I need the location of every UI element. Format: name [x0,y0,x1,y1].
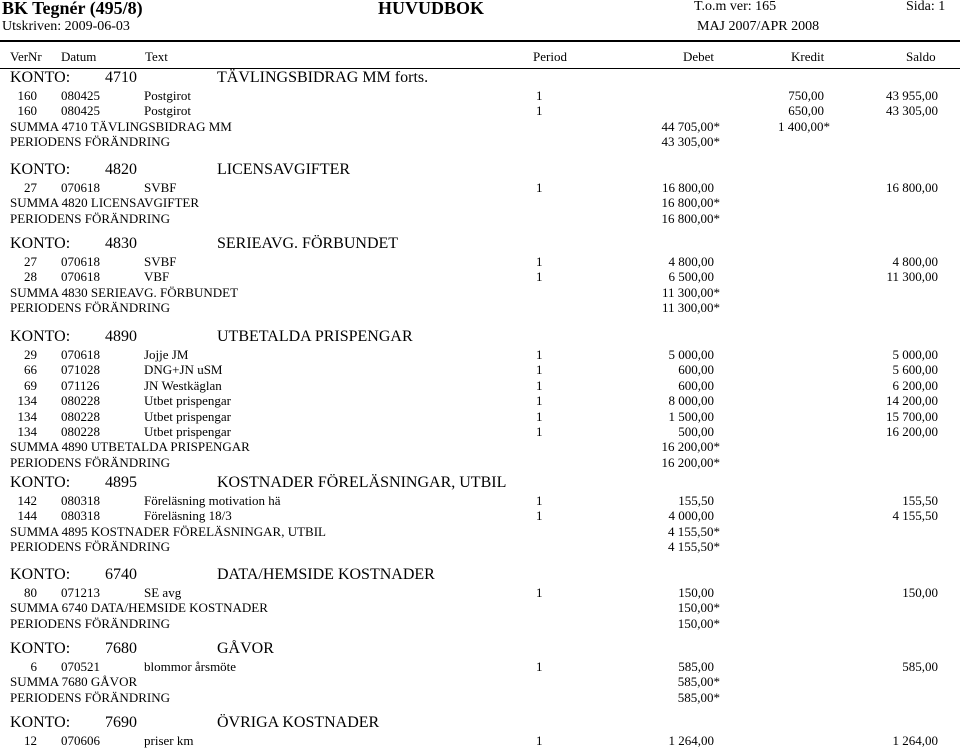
header-rule [0,40,960,42]
report-period: MAJ 2007/APR 2008 [697,19,820,34]
row-period: 1 [536,659,543,674]
konto-name: LICENSAVGIFTER [217,161,351,178]
row-saldo: 16 200,00 [886,424,938,439]
col-kredit: Kredit [791,49,825,64]
konto-name: SERIEAVG. FÖRBUNDET [217,235,399,252]
konto-number: 7690 [105,714,137,731]
row-saldo: 4 155,50 [892,508,938,524]
konto-label: KONTO: [10,328,71,345]
row-period: 1 [536,393,543,409]
row-vernr: 134 [17,408,37,424]
summa-debet: 4 155,50* [668,523,720,539]
row-debet: 1 500,00 [668,408,714,424]
row-debet: 500,00 [678,424,714,439]
row-datum: 070618 [61,254,100,269]
row-period: 1 [536,180,543,195]
row-datum: 080228 [61,408,100,424]
row-debet: 5 000,00 [668,347,714,362]
konto-label: KONTO: [10,161,71,178]
printed-date: Utskriven: 2009-06-03 [2,19,130,34]
row-saldo: 43 305,00 [886,103,938,119]
periodens-debet: 4 155,50* [668,539,720,555]
row-vernr: 142 [17,493,37,508]
row-text: SE avg [144,585,182,600]
summa-text: SUMMA 4710 TÄVLINGSBIDRAG MM [10,118,232,134]
row-saldo: 5 600,00 [892,362,938,378]
row-vernr: 29 [24,347,37,362]
row-period: 1 [536,585,543,600]
summa-debet: 150,00* [677,600,720,616]
col-vernr: VerNr [10,49,42,64]
row-datum: 080318 [61,508,100,524]
summa-kredit: 1 400,00* [778,118,830,134]
konto-name: ÖVRIGA KOSTNADER [217,714,380,731]
konto-number: 4710 [105,69,137,86]
row-period: 1 [536,254,543,269]
row-text: Föreläsning motivation hä [144,493,281,508]
summa-text: SUMMA 7680 GÅVOR [10,674,138,690]
row-saldo: 150,00 [902,585,938,600]
row-text: Postgirot [144,88,191,103]
row-vernr: 27 [24,254,37,269]
konto-name: GÅVOR [217,640,274,657]
page-number: Sida: 1 [906,0,946,14]
row-vernr: 160 [17,88,37,103]
konto-name: KOSTNADER FÖRELÄSNINGAR, UTBIL [217,474,507,491]
konto-number: 6740 [105,566,137,583]
row-debet: 4 000,00 [668,508,714,524]
row-period: 1 [536,103,543,119]
konto-label: KONTO: [10,69,71,86]
row-saldo: 43 955,00 [886,88,938,103]
summa-text: SUMMA 4820 LICENSAVGIFTER [10,195,200,211]
konto-label: KONTO: [10,235,71,252]
row-vernr: 160 [17,103,37,119]
row-text: JN Westkäglan [144,377,222,393]
row-vernr: 69 [24,377,37,393]
book-title: HUVUDBOK [378,0,485,18]
row-debet: 8 000,00 [668,393,714,409]
periodens-text: PERIODENS FÖRÄNDRING [10,454,170,470]
periodens-text: PERIODENS FÖRÄNDRING [10,539,170,555]
row-debet: 585,00 [678,659,714,674]
summa-debet: 11 300,00* [661,284,720,300]
summa-text: SUMMA 4890 UTBETALDA PRISPENGAR [10,439,250,455]
konto-name: UTBETALDA PRISPENGAR [217,328,413,345]
summa-debet: 44 705,00* [661,118,720,134]
row-vernr: 144 [17,508,37,524]
row-text: Postgirot [144,103,191,119]
summa-text: SUMMA 6740 DATA/HEMSIDE KOSTNADER [10,600,268,616]
periodens-text: PERIODENS FÖRÄNDRING [10,134,170,150]
row-text: Utbet prispengar [144,424,232,439]
row-saldo: 1 264,00 [892,733,938,748]
row-text: DNG+JN uSM [144,362,223,378]
konto-name: DATA/HEMSIDE KOSTNADER [217,566,435,583]
col-period: Period [533,49,567,64]
row-debet: 155,50 [678,493,714,508]
row-debet: 600,00 [678,377,714,393]
row-datum: 071126 [61,377,100,393]
row-text: priser km [144,733,194,748]
row-saldo: 14 200,00 [886,393,938,409]
row-text: Utbet prispengar [144,393,232,409]
row-period: 1 [536,347,543,362]
row-period: 1 [536,493,543,508]
col-saldo: Saldo [906,49,936,64]
row-period: 1 [536,88,543,103]
row-datum: 080228 [61,424,100,439]
summa-debet: 16 800,00* [661,195,720,211]
periodens-text: PERIODENS FÖRÄNDRING [10,210,170,226]
row-vernr: 80 [24,585,37,600]
summa-debet: 585,00* [677,674,720,690]
row-vernr: 27 [24,180,37,195]
konto-label: KONTO: [10,714,71,731]
row-datum: 070618 [61,347,100,362]
row-text: Utbet prispengar [144,408,232,424]
konto-number: 4830 [105,235,137,252]
konto-label: KONTO: [10,640,71,657]
row-datum: 080425 [61,88,100,103]
row-period: 1 [536,269,543,285]
row-saldo: 16 800,00 [886,180,938,195]
row-period: 1 [536,377,543,393]
row-saldo: 4 800,00 [892,254,938,269]
periodens-text: PERIODENS FÖRÄNDRING [10,300,170,316]
row-datum: 071028 [61,362,100,378]
row-text: SVBF [144,180,177,195]
row-datum: 070618 [61,269,100,285]
konto-label: KONTO: [10,566,71,583]
row-period: 1 [536,424,543,439]
row-debet: 16 800,00 [662,180,714,195]
row-datum: 080425 [61,103,100,119]
periodens-debet: 43 305,00* [661,134,720,150]
row-saldo: 155,50 [902,493,938,508]
konto-number: 7680 [105,640,137,657]
row-saldo: 5 000,00 [892,347,938,362]
periodens-text: PERIODENS FÖRÄNDRING [10,615,170,631]
row-vernr: 12 [24,733,37,748]
row-datum: 070606 [61,733,100,748]
row-datum: 070618 [61,180,100,195]
summa-debet: 16 200,00* [661,439,720,455]
row-text: VBF [144,269,170,285]
row-period: 1 [536,408,543,424]
row-vernr: 28 [24,269,37,285]
row-text: blommor årsmöte [144,659,237,674]
row-debet: 1 264,00 [668,733,714,748]
konto-label: KONTO: [10,474,71,491]
row-period: 1 [536,362,543,378]
col-debet: Debet [683,49,715,64]
row-text: Jojje JM [144,347,189,362]
row-kredit: 650,00 [788,103,824,119]
row-vernr: 134 [17,393,37,409]
row-datum: 071213 [61,585,100,600]
summa-text: SUMMA 4895 KOSTNADER FÖRELÄSNINGAR, UTBIL [10,523,326,539]
col-datum: Datum [61,49,97,64]
periodens-debet: 16 800,00* [661,210,720,226]
row-text: Föreläsning 18/3 [144,508,232,524]
version: T.o.m ver: 165 [694,0,777,14]
row-period: 1 [536,733,543,748]
row-vernr: 6 [30,659,37,674]
periodens-debet: 16 200,00* [661,454,720,470]
columns-rule [0,68,960,69]
row-vernr: 134 [17,424,37,439]
periodens-debet: 585,00* [677,689,720,705]
row-saldo: 585,00 [902,659,938,674]
periodens-debet: 150,00* [677,615,720,631]
col-text: Text [145,49,168,64]
konto-name: TÄVLINGSBIDRAG MM forts. [217,69,429,86]
periodens-debet: 11 300,00* [661,300,720,316]
row-debet: 6 500,00 [668,269,714,285]
row-saldo: 15 700,00 [886,408,938,424]
row-vernr: 66 [24,362,37,378]
periodens-text: PERIODENS FÖRÄNDRING [10,689,170,705]
row-saldo: 6 200,00 [892,377,938,393]
row-saldo: 11 300,00 [886,269,938,285]
row-period: 1 [536,508,543,524]
row-debet: 4 800,00 [668,254,714,269]
org-title: BK Tegnér (495/8) [2,0,143,18]
summa-text: SUMMA 4830 SERIEAVG. FÖRBUNDET [10,284,239,300]
row-kredit: 750,00 [788,88,824,103]
konto-number: 4895 [105,474,137,491]
row-datum: 080228 [61,393,100,409]
konto-number: 4890 [105,328,137,345]
row-debet: 150,00 [678,585,714,600]
row-debet: 600,00 [678,362,714,378]
row-text: SVBF [144,254,177,269]
row-datum: 070521 [61,659,100,674]
konto-number: 4820 [105,161,137,178]
row-datum: 080318 [61,493,100,508]
